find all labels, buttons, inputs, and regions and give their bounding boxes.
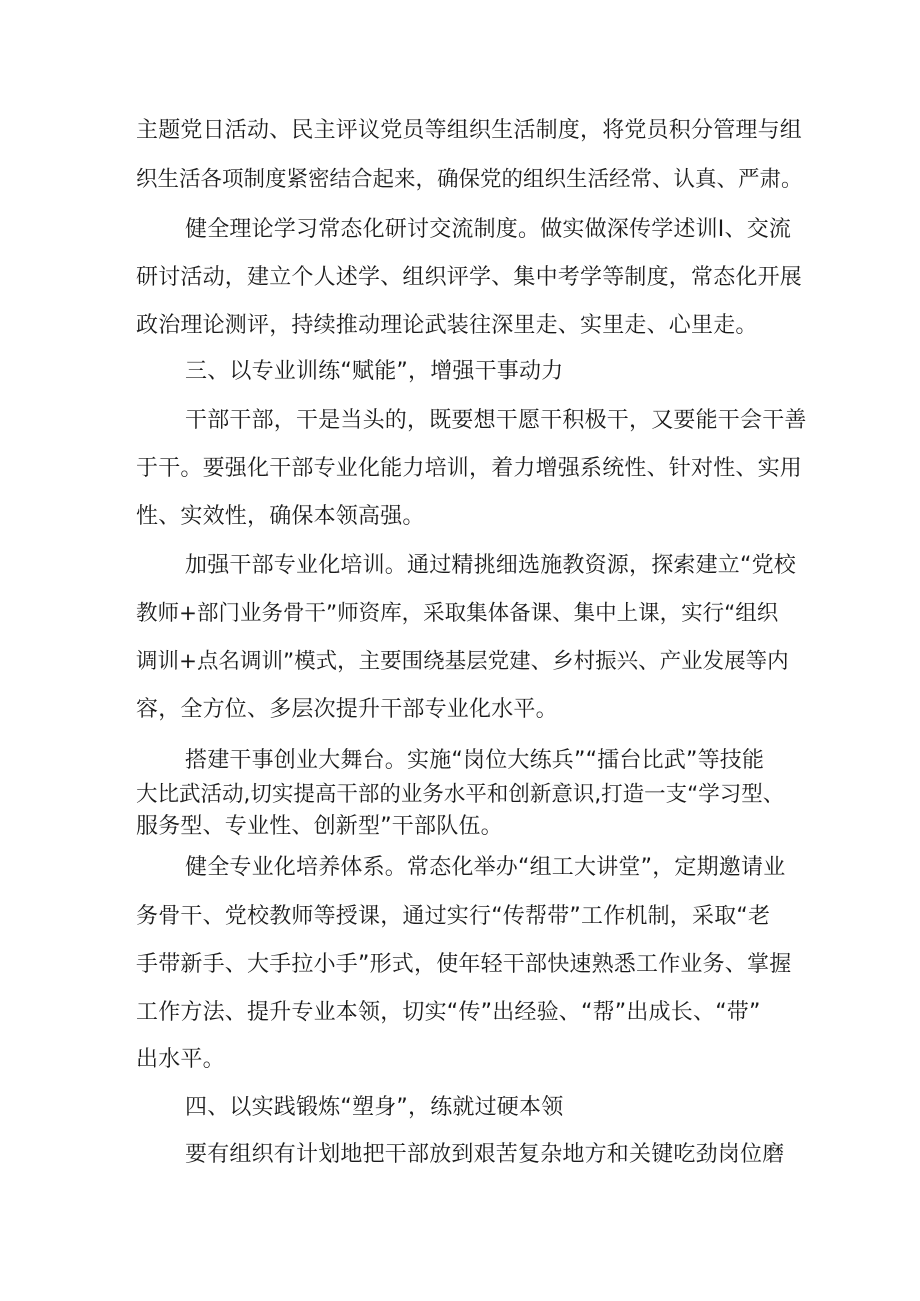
text-line-11: 教师+部门业务骨干”师资库，采取集体备课、集中上课，实行“组织: [136, 601, 779, 626]
text-line-20: 工作方法、提升专业本领，切实“传”出经验、“帮”出成长、“带”: [136, 1000, 761, 1025]
text-line-21: 出水平。: [136, 1047, 225, 1072]
text-line-8: 于干。要强化干部专业化能力培训，着力增强系统性、针对性、实用: [136, 456, 803, 481]
text-line-5: 政治理论测评，持续推动理论武装往深里走、实里走、心里走。: [136, 313, 758, 338]
text-line-3: 健全理论学习常态化研讨交流制度。做实做深传学述训Ⅰ、交流: [185, 217, 792, 242]
text-line-17: 健全专业化培养体系。常态化举办“组工大讲堂”，定期邀请业: [185, 855, 786, 880]
section-heading-4: 四、以实践锻炼“塑身”，练就过硬本领: [185, 1095, 564, 1120]
text-line-15: 大比武活动,切实提高干部的业务水平和创新意识,打造一支“学习型、: [136, 782, 785, 807]
text-line-12: 调训+点名调训”模式，主要围绕基层党建、乡村振兴、产业发展等内: [136, 649, 789, 674]
text-line-4: 研讨活动，建立个人述学、组织评学、集中考学等制度，常态化开展: [136, 265, 803, 290]
text-line-9: 性、实效性，确保本领高强。: [136, 504, 425, 529]
text-line-13: 容，全方位、多层次提升干部专业化水平。: [136, 697, 558, 722]
text-line-16: 服务型、专业性、创新型”干部队伍。: [136, 814, 503, 839]
section-heading-3: 三、以专业训练“赋能”，增强干事动力: [185, 359, 564, 384]
text-line-18: 务骨干、党校教师等授课，通过实行“传帮带”工作机制，采取“老: [136, 904, 771, 929]
text-line-2: 织生活各项制度紧密结合起来，确保党的组织生活经常、认真、严肃。: [136, 167, 803, 192]
text-line-1: 主题党日活动、民主评议党员等组织生活制度，将党员积分管理与组: [136, 118, 803, 143]
text-line-19: 手带新手、大手拉小手”形式，使年轻干部快速熟悉工作业务、掌握: [136, 952, 792, 977]
text-line-7: 干部干部，干是当头的，既要想干愿干积极干，又要能干会干善: [185, 408, 807, 433]
text-line-10: 加强干部专业化培训。通过精挑细选施教资源，探索建立“党校: [185, 553, 796, 578]
text-line-23: 要有组织有计划地把干部放到艰苦复杂地方和关键吃劲岗位磨: [185, 1142, 785, 1167]
text-line-14: 搭建干事创业大舞台。实施“岗位大练兵”“擂台比武”等技能: [185, 748, 765, 773]
